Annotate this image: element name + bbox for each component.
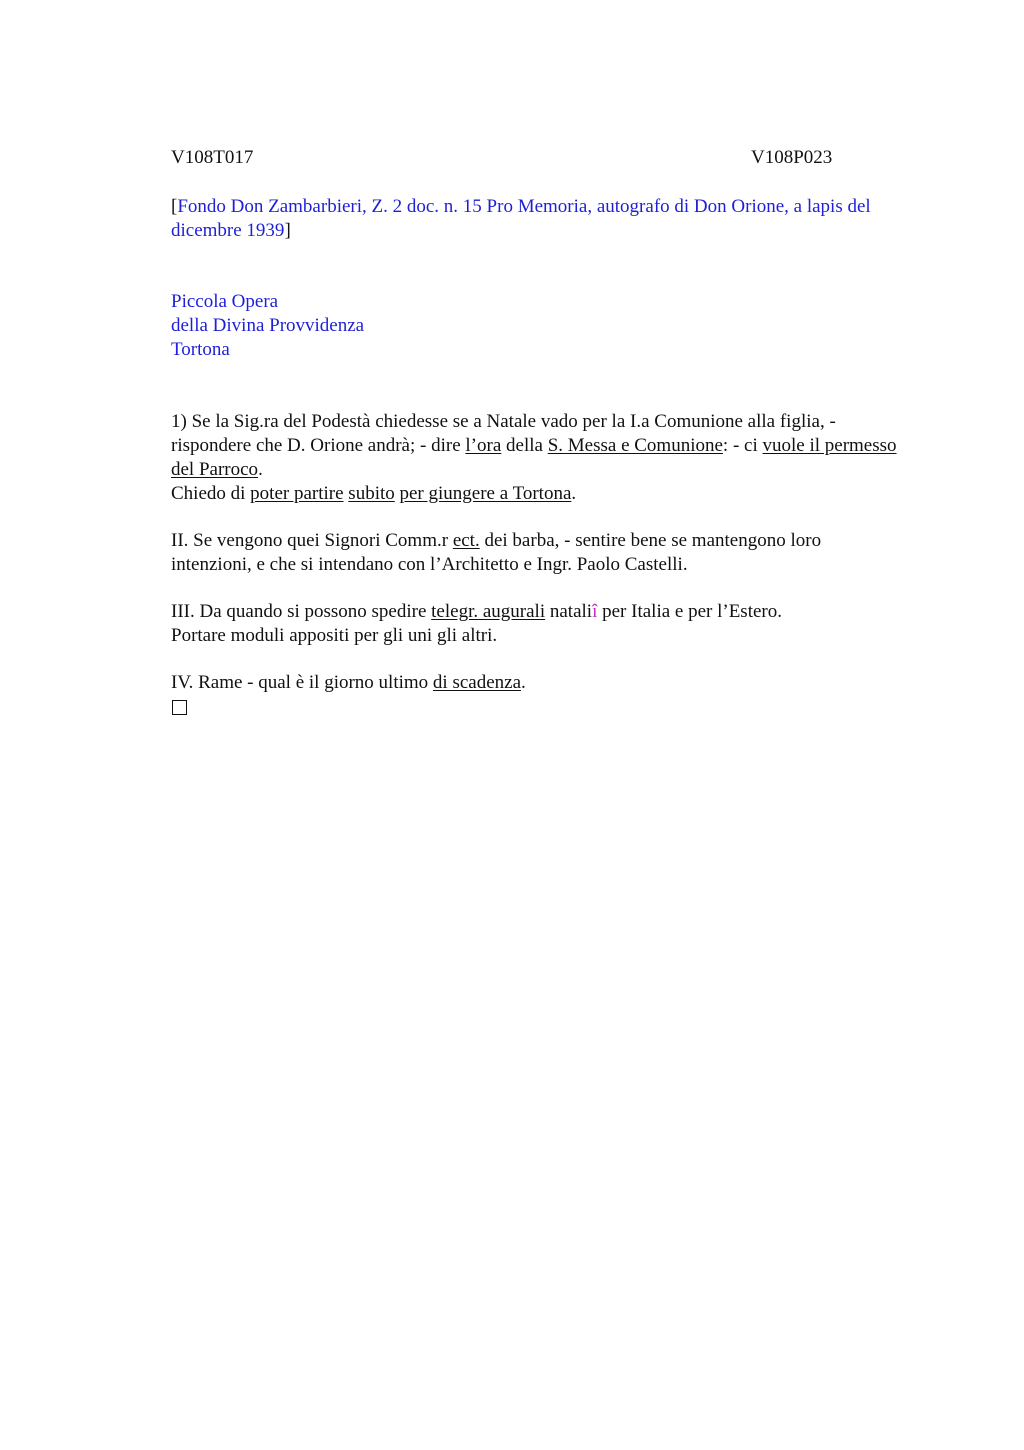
source-text: Fondo Don Zambarbieri, Z. 2 doc. n. 15 Pro Memoria, autografo di Don Orione, a lapis del dicembre 1939 [171, 196, 871, 241]
item-1-underline-b: S. Messa e Comunione [547, 435, 723, 456]
item-3-continuation: Portare moduli appositi per gli uni gli altri. [171, 625, 498, 646]
item-4-text-b: . [521, 672, 526, 693]
open-bracket: [ [171, 196, 178, 217]
item-3-text-a: III. Da quando si possono spedire [171, 601, 432, 622]
item-1b-underline-a: poter partire [250, 483, 344, 504]
left-code: V108T017 [171, 147, 254, 168]
item-1b-text-d: . [571, 483, 577, 504]
item-2 [171, 529, 906, 577]
close-bracket: ] [284, 220, 291, 241]
item-1-underline-a: l’ora [465, 435, 502, 456]
item-1 [171, 410, 906, 482]
right-code: V108P023 [751, 147, 833, 168]
item-1b-text-a: Chiedo di [171, 483, 251, 504]
item-4-text-a: IV. Rame - qual è il giorno ultimo [171, 672, 433, 693]
address-line-1: Piccola Opera [171, 291, 279, 312]
item-2-text-a: II. Se vengono quei Signori Comm.r [171, 530, 453, 551]
item-2-text-b: dei barba, - sentire bene se mantengono loro intenzioni, e che si intendano con l’Architetto e Ingr. Paolo Castelli. [171, 530, 822, 575]
item-1-text-d: . [258, 459, 263, 480]
item-1-continuation [171, 482, 906, 506]
item-4-underline-a: di scadenza [432, 672, 522, 693]
item-1b-underline-c: per giungere a Tortona [399, 483, 572, 504]
document-page [171, 146, 906, 722]
item-1-underline-c: vuole il permesso del Parroco [171, 435, 897, 480]
letterhead-address [171, 290, 906, 362]
item-3-text-c: per Italia e per l’Estero. [597, 601, 782, 622]
item-3-underline-a: telegr. augurali [431, 601, 546, 622]
source-note [171, 195, 906, 243]
item-1-text-a: 1) Se la Sig.ra del Podestà chiedesse se a Natale vado per la I.a Comunione alla figlia, - rispondere che D. Orione andrà; - dire [171, 411, 836, 456]
item-3 [171, 600, 906, 624]
address-line-2: della Divina Provvidenza [171, 315, 365, 336]
item-1-text-b: della [501, 435, 548, 456]
empty-box-icon [172, 700, 187, 715]
item-3-accent-char: î [592, 601, 598, 622]
address-line-3: Tortona [171, 339, 230, 360]
item-3-text-b: natali [545, 601, 593, 622]
item-2-underline-a: ect. [452, 530, 480, 551]
item-4 [171, 671, 906, 695]
item-1-text-c: : - ci [722, 435, 763, 456]
document-header [171, 146, 906, 170]
item-1b-underline-b: subito [348, 483, 395, 504]
